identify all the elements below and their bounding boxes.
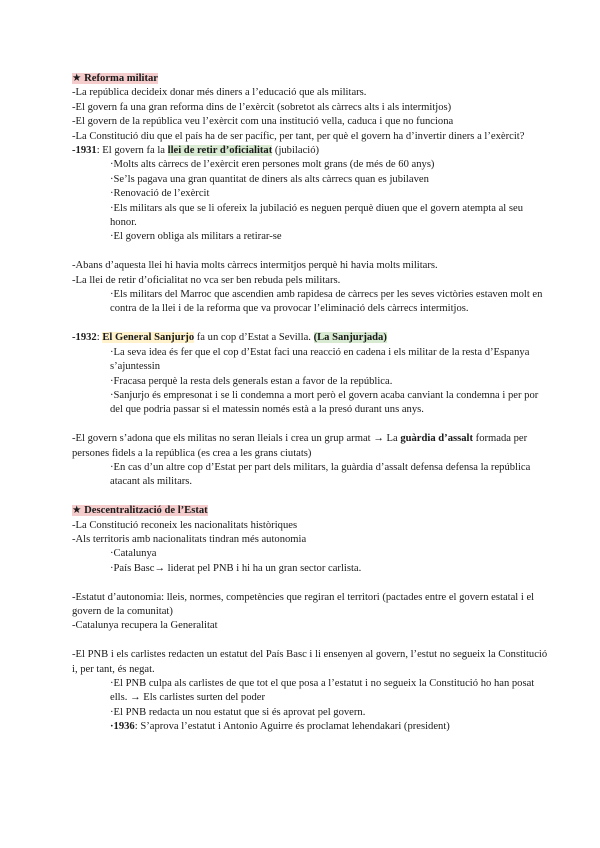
section-heading-military <box>72 72 552 86</box>
text-line: -El PNB i els carlistes redacten un estatut del País Basc i li ensenyen al govern, l’estut no segueix la Constitució i, per tant, és negat. <box>72 649 548 675</box>
text-line: -El govern de la república veu l’exèrcit com una institució vella, caduca i que no funciona <box>72 116 454 128</box>
bullet-item: ·En cas d’un altre cop d’Estat per part dels militars, la guàrdia d’assalt defensa defensa la república atacant als militars. <box>110 461 531 488</box>
section-title: Reforma militar <box>84 73 158 84</box>
bullet-item: ·Fracasa perquè la resta dels generals estan a favor de la república. <box>110 375 393 387</box>
text-line: -Abans d’aquesta llei hi havia molts càrrecs intermitjos perquè hi havia molts militars. <box>72 260 438 272</box>
bullet-item: ·Se’ls pagava una gran quantitat de diners als alts càrrecs quan es jubilaven <box>110 173 429 185</box>
text-line: -Als territoris amb nacionalitats tindran més autonomia <box>72 533 307 545</box>
bullet-item: ·Catalunya <box>110 548 157 560</box>
date: ·1936 <box>110 721 135 733</box>
bullet-item: ·País Basc→ liderat pel PNB i hi ha un gran sector carlista. <box>110 562 362 574</box>
star-icon: ★ <box>72 73 82 84</box>
text: : El govern fa la <box>96 145 168 157</box>
text: fa un cop d’Estat a Sevilla. <box>194 332 314 344</box>
text-line: -El govern fa una gran reforma dins de l’exèrcit (sobretot als càrrecs alts i als intermitjos) <box>72 101 452 113</box>
text: -El govern s’adona que els militas no seran lleials i crea un grup armat → La <box>72 433 401 445</box>
star-icon: ★ <box>72 505 82 517</box>
guard-line <box>72 432 552 461</box>
text-line: -Estatut d’autonomia: lleis, normes, competències que regiran el territori (pactades entre el govern estatal i el govern de la comunitat) <box>72 591 535 617</box>
bullet-item: ·El PNB redacta un nou estatut que si és aprovat pel govern. <box>110 706 366 718</box>
document-content <box>72 72 552 735</box>
coup-label: (La Sanjurjada) <box>313 332 387 344</box>
text-line: -La república decideix donar més diners a l’educació que als militars. <box>72 87 367 99</box>
bullet-item: ·La seva idea és fer que el cop d’Estat faci una reacció en cadena i els militar de la resta d’Espanya s’ajuntessin <box>110 346 530 373</box>
guard-name: guàrdia d’assalt <box>400 433 474 445</box>
section-title: Descentralització de l’Estat <box>84 505 208 517</box>
text: (jubilació) <box>272 145 320 157</box>
section-heading-decentral <box>72 504 552 518</box>
law-name: llei de retir d’oficialitat <box>167 145 273 157</box>
bullet-item: ·El PNB culpa als carlistes de que tot el que posa a l’estatut i no segueix la Constitució ho han posat ells. → Els carlistes surten del poder <box>110 677 535 704</box>
text-line: -La Constitució diu que el país ha de ser pacífic, per tant, per què el govern ha d’invertir diners a l’exèrcit? <box>72 130 525 142</box>
law-line <box>72 144 552 158</box>
bullet-item: ·El govern obliga als militars a retirar-se <box>110 231 282 243</box>
text-line: -La llei de retir d’oficialitat no vca ser ben rebuda pels militars. <box>72 274 341 286</box>
bullet-item: ·Els militars als que se li ofereix la jubilació es neguen perquè diuen que el govern atempta al seu honor. <box>110 202 524 229</box>
coup-line <box>72 331 552 345</box>
text-line: -La Constitució reconeix les nacionalitats històriques <box>72 519 298 531</box>
date: -1931 <box>72 145 97 157</box>
text: : <box>96 332 103 344</box>
text: : S’aprova l’estatut i Antonio Aguirre és proclamat lehendakari (president) <box>134 721 450 733</box>
bullet-item-1936 <box>72 720 552 734</box>
date: -1932 <box>72 332 97 344</box>
bullet-item: ·Molts alts càrrecs de l’exèrcit eren persones molt grans (de més de 60 anys) <box>110 159 435 171</box>
text: formada per persones fidels a la república (es crea a les grans ciutats) <box>72 433 528 459</box>
bullet-item: ·Renovació de l’exèrcit <box>110 188 210 200</box>
bullet-item: ·Sanjurjo és empresonat i se li condemna a mort però el govern acaba canviant la condemna i per por del que podria passar si el matessin només està a la presó durant uns anys. <box>110 389 539 416</box>
bullet-item: ·Els militars del Marroc que ascendien amb rapidesa de càrrecs per les seves victòries estaven molt en contra de la llei i de la reforma que va provocar l’eliminació dels càrrecs intermitjos. <box>110 289 543 315</box>
text-line: -Catalunya recupera la Generalitat <box>72 620 218 632</box>
general-name: El General Sanjurjo <box>102 332 195 344</box>
